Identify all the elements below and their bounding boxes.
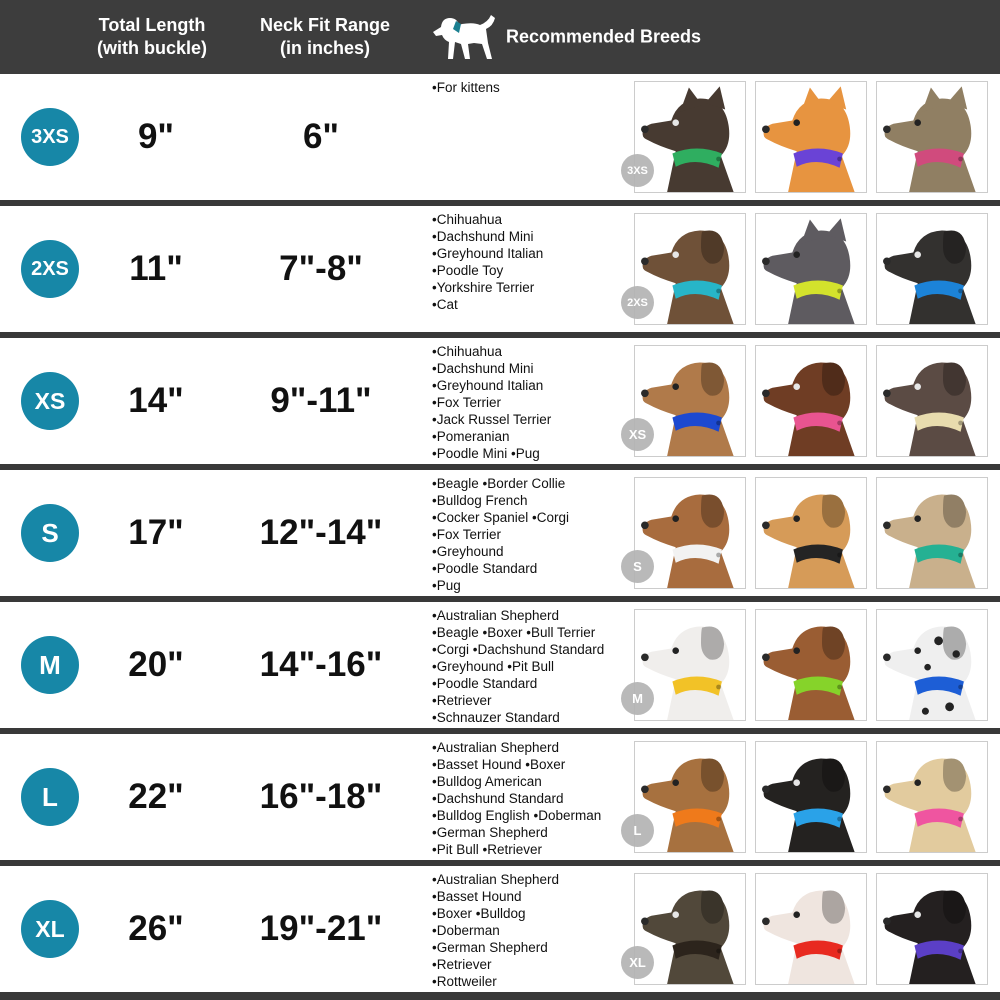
size-row-2xs [0, 206, 1000, 332]
photo-strip [628, 470, 1000, 596]
collar-buckle [958, 553, 963, 558]
animal-photo [876, 477, 988, 589]
neck-fit-value: 16"-18" [259, 777, 383, 816]
collar-buckle [716, 685, 721, 690]
cat-photo-illustration [756, 214, 866, 324]
eye [914, 251, 921, 258]
collar-buckle [958, 949, 963, 954]
neck-fit-sublabel: (in inches) [279, 38, 371, 58]
breed-line: •Greyhound Italian [432, 378, 544, 393]
breed-line: •Australian Shepherd [432, 740, 560, 755]
dog-photo-illustration [756, 742, 866, 852]
size-watermark: L [621, 814, 654, 847]
eye [672, 383, 679, 390]
size-row-m [0, 602, 1000, 728]
collar-buckle [716, 157, 721, 162]
breed-line: •Bulldog French [432, 493, 528, 508]
collar-buckle [958, 817, 963, 822]
dog-photo-illustration [877, 346, 987, 456]
breed-line: •Australian Shepherd [432, 872, 560, 887]
total-length-value: 17" [128, 513, 184, 552]
nose [883, 653, 891, 661]
size-watermark: 2XS [621, 286, 654, 319]
breed-line: •Pug [432, 578, 461, 593]
size-row-s [0, 470, 1000, 596]
breed-line: •Bulldog American [432, 774, 542, 789]
collar-buckle [837, 685, 842, 690]
collar-buckle [716, 289, 721, 294]
breed-list [430, 74, 628, 200]
size-watermark: 3XS [621, 154, 654, 187]
eye [914, 515, 921, 522]
size-row-l [0, 734, 1000, 860]
animal-photo [627, 213, 746, 325]
animal-photo [628, 345, 746, 457]
size-table-body [0, 74, 1000, 1000]
photo-strip [628, 602, 1000, 728]
breed-line: •German Shepherd [432, 940, 548, 955]
breed-line: •Bulldog English •Doberman [432, 808, 602, 823]
eye [914, 383, 921, 390]
dog-photo-illustration [877, 478, 987, 588]
breed-line: •Pomeranian [432, 429, 510, 444]
nose [762, 917, 770, 925]
nose [641, 521, 649, 529]
animal-photo [876, 609, 988, 721]
eye [914, 911, 921, 918]
animal-photo [629, 873, 746, 985]
breed-line: •Retriever [432, 693, 492, 708]
neck-fit-label: Neck Fit Range [259, 15, 391, 35]
eye [914, 779, 921, 786]
collar-buckle [837, 817, 842, 822]
nose [762, 125, 770, 133]
breed-line: •Poodle Mini •Pug [432, 446, 540, 461]
breed-list [430, 602, 628, 728]
nose [641, 125, 649, 133]
dog-photo-illustration [877, 214, 987, 324]
total-length-sublabel: (with buckle) [96, 38, 208, 58]
dog-with-collar-icon [430, 13, 498, 61]
nose [641, 653, 649, 661]
size-row-xl [0, 866, 1000, 992]
breed-line: •Doberman [432, 923, 500, 938]
size-badge-cell [0, 470, 100, 596]
size-badge-cell [0, 206, 100, 332]
collar-buckle [837, 421, 842, 426]
breed-list [430, 470, 628, 596]
size-badge-cell [0, 734, 100, 860]
breed-line: •Basset Hound •Boxer [432, 757, 566, 772]
animal-photo [876, 345, 988, 457]
dog-photo-illustration [877, 742, 987, 852]
total-length-value: 14" [128, 381, 184, 420]
breed-line: •Fox Terrier [432, 527, 501, 542]
neck-fit-value: 6" [302, 117, 340, 156]
cat-photo-illustration [877, 82, 987, 192]
size-badge: 2XS [21, 240, 79, 298]
breed-line: •Australian Shepherd [432, 608, 560, 623]
total-length-value: 9" [137, 117, 175, 156]
collar-buckle [958, 421, 963, 426]
recommended-breeds-label: Recommended Breeds [506, 26, 702, 47]
breed-line: •Poodle Standard [432, 561, 538, 576]
total-length-value: 20" [128, 645, 184, 684]
animal-photo [755, 213, 867, 325]
size-badge: XS [21, 372, 79, 430]
breed-line: •German Shepherd [432, 825, 548, 840]
nose [883, 785, 891, 793]
size-watermark: XS [621, 418, 654, 451]
dog-photo-illustration [756, 346, 866, 456]
breed-line: •Jack Russel Terrier [432, 412, 552, 427]
size-row-3xs [0, 74, 1000, 200]
animal-photo [876, 873, 988, 985]
nose [641, 917, 649, 925]
nose [883, 917, 891, 925]
breed-line: •Beagle •Border Collie [432, 476, 566, 491]
size-badge-cell [0, 602, 100, 728]
neck-fit-value: 7"-8" [279, 249, 363, 288]
eye [672, 911, 679, 918]
collar-buckle [958, 685, 963, 690]
breed-line: •Dachshund Standard [432, 791, 564, 806]
cat-photo-illustration [756, 82, 866, 192]
nose [641, 785, 649, 793]
eye [672, 515, 679, 522]
size-badge: L [21, 768, 79, 826]
collar-buckle [837, 289, 842, 294]
animal-photo [876, 213, 988, 325]
eye [793, 779, 800, 786]
collar-buckle [716, 553, 721, 558]
eye [793, 515, 800, 522]
breed-line: •Rottweiler [432, 974, 497, 989]
breed-line: •Yorkshire Terrier [432, 280, 535, 295]
collar-buckle [958, 289, 963, 294]
collar-buckle [837, 553, 842, 558]
breed-line: •Schnauzer Standard [432, 710, 560, 725]
nose [883, 521, 891, 529]
nose [762, 389, 770, 397]
nose [762, 653, 770, 661]
breed-line: •Basset Hound [432, 889, 522, 904]
animal-photo [634, 741, 746, 853]
size-badge: 3XS [21, 108, 79, 166]
total-length-value: 26" [128, 909, 184, 948]
dog-photo-illustration [756, 874, 866, 984]
eye [914, 119, 921, 126]
collar-buckle [716, 817, 721, 822]
breed-line: •Dachshund Mini [432, 361, 534, 376]
nose [641, 257, 649, 265]
breed-line: •Greyhound [432, 544, 504, 559]
total-length-value: 22" [128, 777, 184, 816]
row-separator [0, 992, 1000, 1000]
breed-line: •Greyhound •Pit Bull [432, 659, 555, 674]
collar-buckle [958, 157, 963, 162]
dog-photo-illustration [756, 610, 866, 720]
eye [793, 911, 800, 918]
breed-line: •Beagle •Boxer •Bull Terrier [432, 625, 596, 640]
breed-line: •Retriever [432, 957, 492, 972]
table-header [0, 0, 1000, 74]
breed-line: •Fox Terrier [432, 395, 501, 410]
animal-photo [755, 345, 867, 457]
photo-strip [628, 206, 1000, 332]
size-watermark: XL [621, 946, 654, 979]
photo-strip [628, 74, 1000, 200]
eye [793, 251, 800, 258]
breed-line: •Chihuahua [432, 344, 503, 359]
breed-list [430, 866, 628, 992]
neck-fit-value: 9"-11" [270, 381, 372, 420]
size-row-xs [0, 338, 1000, 464]
breed-line: •Boxer •Bulldog [432, 906, 526, 921]
animal-photo [876, 741, 988, 853]
dog-photo-illustration [756, 478, 866, 588]
nose [762, 521, 770, 529]
nose [883, 257, 891, 265]
nose [641, 389, 649, 397]
breed-line: •Dachshund Mini [432, 229, 534, 244]
breed-line: •Poodle Toy [432, 263, 504, 278]
animal-photo [634, 477, 746, 589]
dog-photo-illustration [877, 610, 987, 720]
neck-fit-value: 12"-14" [259, 513, 383, 552]
eye [793, 647, 800, 654]
breed-line: •Poodle Standard [432, 676, 538, 691]
breed-line: •Greyhound Italian [432, 246, 544, 261]
eye [672, 647, 679, 654]
breed-line: •Cocker Spaniel •Corgi [432, 510, 570, 525]
animal-photo [755, 741, 867, 853]
neck-fit-value: 14"-16" [259, 645, 383, 684]
size-badge: XL [21, 900, 79, 958]
eye [793, 383, 800, 390]
nose [883, 389, 891, 397]
total-length-label: Total Length [98, 15, 206, 35]
size-badge-cell [0, 338, 100, 464]
breed-list [430, 206, 628, 332]
breed-list [430, 734, 628, 860]
animal-photo [755, 609, 867, 721]
column-header-neck-fit [260, 14, 390, 60]
total-length-value: 11" [129, 249, 183, 288]
animal-photo [634, 609, 746, 721]
collar-buckle [837, 157, 842, 162]
nose [762, 257, 770, 265]
eye [793, 119, 800, 126]
size-badge-cell [0, 866, 100, 992]
eye [672, 779, 679, 786]
collar-buckle [716, 949, 721, 954]
collar-buckle [716, 421, 721, 426]
breed-line: •Pit Bull •Retriever [432, 842, 542, 857]
animal-photo [876, 81, 988, 193]
animal-photo [627, 81, 746, 193]
size-badge-cell [0, 74, 100, 200]
breed-line: •Corgi •Dachshund Standard [432, 642, 605, 657]
nose [883, 125, 891, 133]
eye [914, 647, 921, 654]
animal-photo [755, 873, 867, 985]
size-badge: M [21, 636, 79, 694]
size-watermark: S [621, 550, 654, 583]
eye [672, 251, 679, 258]
breed-list [430, 338, 628, 464]
neck-fit-value: 19"-21" [259, 909, 383, 948]
breed-line: •Chihuahua [432, 212, 503, 227]
animal-photo [755, 477, 867, 589]
size-badge: S [21, 504, 79, 562]
animal-photo [755, 81, 867, 193]
photo-strip [628, 734, 1000, 860]
nose [762, 785, 770, 793]
eye [672, 119, 679, 126]
photo-strip [628, 866, 1000, 992]
dog-photo-illustration [877, 874, 987, 984]
breed-line: •For kittens [432, 80, 500, 95]
size-watermark: M [621, 682, 654, 715]
collar-buckle [837, 949, 842, 954]
photo-strip [628, 338, 1000, 464]
breed-line: •Cat [432, 297, 458, 312]
column-header-total-length [97, 14, 207, 60]
